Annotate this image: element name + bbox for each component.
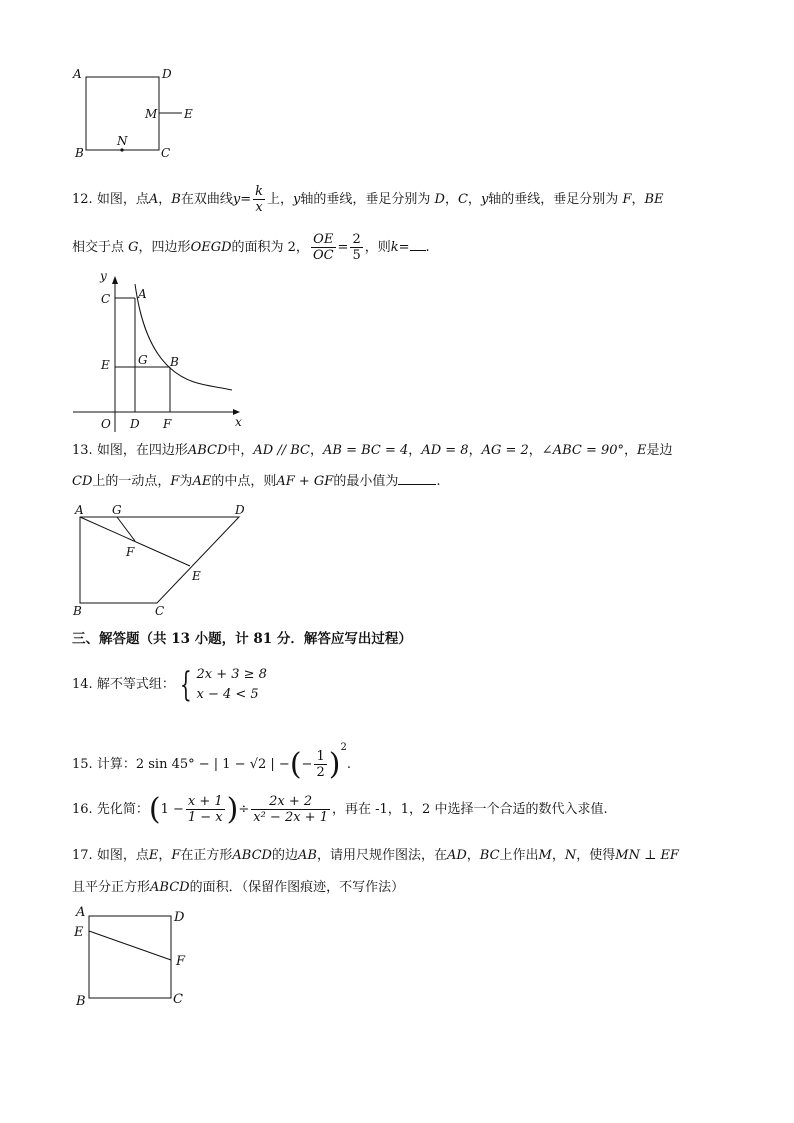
question-number: 12.: [72, 192, 93, 207]
label-n: N: [117, 134, 128, 148]
label-a: A: [76, 905, 86, 920]
exponent: 2: [340, 742, 347, 753]
label-d: D: [162, 67, 172, 81]
label-b: B: [75, 146, 84, 160]
question-14: 14. 解不等式组： { 2x + 3 ≥ 8 x − 4 < 5: [72, 664, 267, 705]
label-f: F: [176, 954, 186, 969]
section-heading: 三、解答题（共 13 小题，计 81 分．解答应写出过程）: [72, 631, 412, 647]
label-b: B: [76, 994, 86, 1009]
fraction-x1-over-1x: $\frac{x + 1}{1 - x}$: [187, 794, 223, 825]
fraction-k-over-x: $\frac{k}{x}$: [255, 184, 263, 215]
label-e: E: [192, 569, 201, 583]
question-13-line2: CD上的一动点，F为AE的中点，则AF + GF的最小值为 .: [72, 474, 441, 489]
label-c: C: [155, 604, 165, 618]
question-17-line1: 17. 如图，点E，F在正方形ABCD的边AB，请用尺规作图法，在AD，BC上作出M，N，使得MN ⊥ EF: [72, 848, 679, 863]
label-f: F: [126, 545, 135, 559]
inequality-system: 2x + 3 ≥ 8 x − 4 < 5: [196, 666, 267, 702]
square-abcd: [89, 916, 171, 998]
left-brace: {: [179, 664, 192, 705]
label-b: B: [170, 355, 179, 369]
question-16: 16. 先化简：(1 − $\frac{x + 1}{1 - x}$ )÷ $\frac{2x + 2}{\text{x² − 2x + 1}}$ ，再在 -1，1，2 中选择一个合适的数代入求值.: [72, 791, 608, 827]
question-number: 14.: [72, 677, 93, 692]
label-x: x: [235, 415, 242, 429]
question-number: 16.: [72, 802, 93, 817]
label-a: A: [73, 67, 82, 81]
label-c: C: [101, 292, 111, 306]
question-number: 15.: [72, 757, 93, 772]
label-c: C: [173, 992, 183, 1007]
label-b: B: [73, 604, 82, 618]
label-o: O: [101, 417, 111, 431]
label-c: C: [161, 146, 171, 160]
label-f: F: [163, 417, 172, 431]
label-d: D: [174, 910, 185, 925]
label-y: y: [100, 269, 107, 283]
label-a: A: [138, 287, 147, 301]
fraction-2-5: $\frac{2}{5}$: [352, 232, 361, 263]
fraction-oe-oc: $\frac{OE}{OC}$: [312, 232, 334, 263]
question-15: 15. 计算：2 sin 45° − | 1 − √2 | −(− $\frac{1}{2}$ )$^2$.: [72, 742, 351, 782]
question-number: 13.: [72, 443, 93, 458]
question-number: 17.: [72, 848, 93, 863]
label-m: M: [145, 107, 158, 121]
label-g: G: [112, 503, 122, 517]
question-17-line2: 且平分正方形ABCD的面积．（保留作图痕迹，不写作法）: [72, 880, 405, 895]
question-12-line1: 12. 如图，点A，B在双曲线y= $\frac{k}{x}$ 上，y轴的垂线，垂足分别为 D，C，y轴的垂线，垂足分别为 F，BE: [72, 184, 664, 215]
question-13-line1: 13. 如图，在四边形ABCD中，AD // BC，AB = BC = 4，AD = 8，AG = 2，∠ABC = 90°，E是边: [72, 443, 673, 458]
label-e: E: [74, 925, 84, 940]
question-12-line2: 相交于点 G，四边形OEGD的面积为 2， $\frac{OE}{OC}$ = $\frac{2}{5}$ ，则k= .: [72, 232, 430, 263]
label-e: E: [184, 107, 193, 121]
label-a: A: [75, 503, 84, 517]
label-d: D: [235, 503, 245, 517]
label-e: E: [101, 358, 110, 372]
fraction-2x2: $\frac{2x + 2}{\text{x² − 2x + 1}}$: [253, 794, 328, 825]
fraction-1-2: $\frac{1}{2}$: [316, 749, 325, 780]
segment-ef: [89, 931, 171, 960]
label-d: D: [130, 417, 140, 431]
label-g: G: [138, 353, 148, 367]
